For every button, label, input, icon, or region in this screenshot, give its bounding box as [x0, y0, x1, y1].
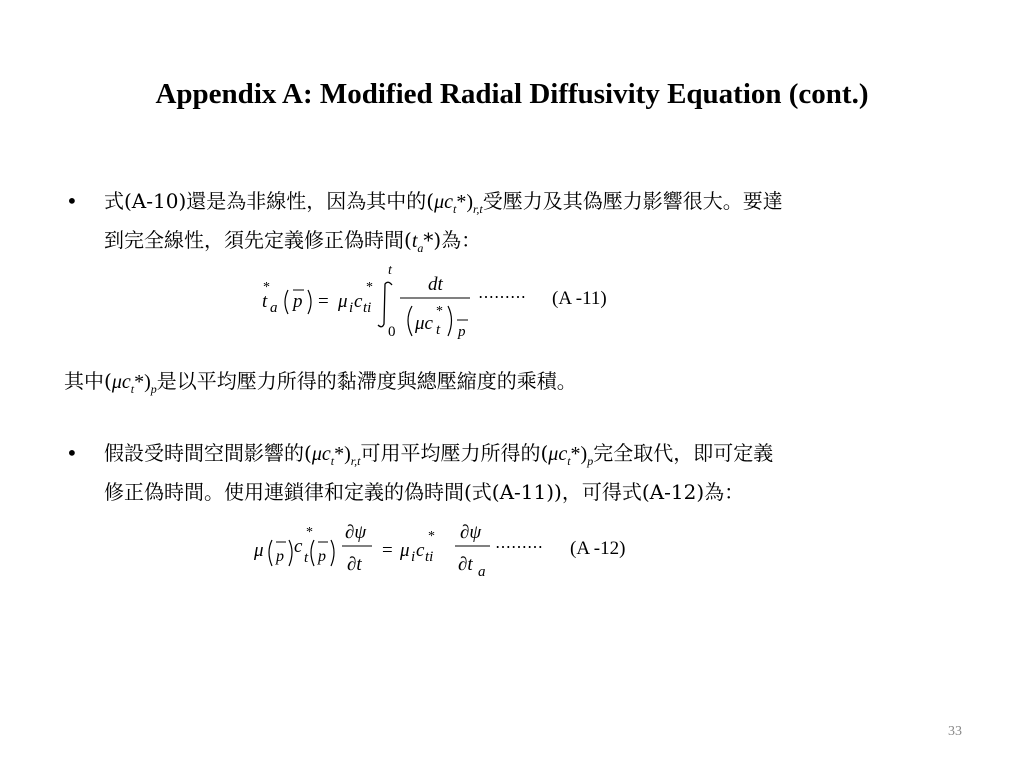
eq11-lhs-t: t — [262, 291, 268, 312]
eq12-paren-1-right — [289, 540, 292, 566]
bullet-2-line-2: 修正偽時間。使用連鎖律和定義的偽時間(式(A-11))，可得式(A-12)為： — [104, 480, 745, 504]
eq12-c: c — [294, 536, 303, 557]
bullet-1-text-b: 受壓力及其偽壓力影響很大。要達 — [482, 189, 783, 213]
explanation-paragraph — [64, 366, 577, 405]
eq12-paren-1-left — [269, 540, 272, 566]
c-symbol: c — [321, 443, 331, 465]
eq11-c-star: * — [366, 280, 373, 295]
eq12-paren-2-right — [331, 540, 334, 566]
para-text-b: 是以平均壓力所得的黏滯度與總壓縮度的乘積。 — [156, 369, 577, 393]
c-symbol: c — [444, 191, 453, 213]
star-symbol: *) — [334, 443, 351, 465]
para-text-a: 其中( — [64, 369, 112, 393]
bullet-item-1 — [66, 186, 974, 264]
mu-symbol: μ — [311, 443, 322, 465]
para-mu-symbol: μ — [111, 371, 122, 393]
c-symbol-2: c — [558, 443, 568, 465]
rt-subscript: r,t — [350, 454, 361, 468]
eq12-mu-r: μ — [400, 540, 410, 561]
equation-a-11 — [250, 258, 650, 348]
page-number: 33 — [948, 724, 962, 739]
eq11-lhs-star: * — [263, 280, 270, 295]
bullet-2-line-1 — [104, 438, 974, 477]
eq11-c: c — [354, 291, 363, 312]
bullet-1-line-1 — [104, 186, 974, 225]
eq11-den-muc: μc — [415, 313, 433, 334]
a-subscript: a — [417, 241, 424, 255]
eq12-dots: ⋯⋯⋯ — [495, 539, 543, 556]
para-star-symbol: *) — [134, 371, 151, 393]
eq11-den-paren-right — [448, 306, 452, 336]
eq11-c-sub: ti — [363, 300, 372, 316]
bullet-dot-icon: • — [66, 189, 78, 213]
para-t-subscript: t — [130, 382, 135, 396]
eq11-mu-sub: i — [349, 300, 354, 316]
eq12-label: (A -12) — [570, 538, 626, 559]
eq11-mu: μ — [338, 291, 348, 312]
eq11-paren-left — [285, 290, 288, 314]
para-c-symbol: c — [121, 371, 131, 393]
eq12-paren-2-left — [311, 540, 314, 566]
t-subscript: t — [330, 454, 335, 468]
eq12-c-star: * — [306, 525, 313, 540]
slide-title: Appendix A: Modified Radial Diffusivity Equation (cont.) — [155, 78, 869, 110]
mu-symbol-2: μ — [548, 443, 559, 465]
ta-symbol: t — [411, 230, 418, 252]
bullet-dot-icon: • — [66, 441, 78, 465]
eq12-equals: = — [382, 540, 393, 561]
bullet-1-text-a: 式(A-10)還是為非線性，因為其中的( — [104, 189, 435, 213]
bullet-item-2 — [66, 438, 974, 508]
eq11-den-sub: t — [436, 322, 441, 338]
bullet-2-text-b: 完全取代，即可定義 — [593, 441, 774, 465]
eq12-den-1: ∂t — [347, 554, 362, 575]
star-symbol: *) — [456, 191, 474, 213]
p-subscript: p — [587, 454, 594, 468]
equation-a-12 — [250, 512, 670, 592]
eq11-den-p: p — [458, 324, 466, 340]
eq12-c-r-sub: ti — [425, 549, 434, 565]
bullet-2-text-mid: 可用平均壓力所得的( — [360, 441, 549, 465]
eq11-numerator: dt — [428, 274, 443, 295]
bullet-2-text-a: 假設受時間空間影響的( — [104, 441, 312, 465]
bullet-1-text-d: *)為： — [423, 228, 482, 252]
eq12-c-r-star: * — [428, 529, 435, 544]
para-p-subscript: p — [150, 382, 157, 396]
eq11-lhs-sub: a — [270, 300, 278, 316]
eq12-den-2: ∂t — [458, 554, 473, 575]
eq12-den-2-sub: a — [478, 564, 486, 580]
eq12-mu: μ — [254, 540, 264, 561]
eq11-equals: = — [318, 291, 329, 312]
eq11-den-paren-left — [408, 306, 412, 336]
eq12-c-sub: t — [304, 550, 309, 566]
eq12-p2: p — [318, 548, 326, 565]
t-subscript-2: t — [567, 454, 571, 468]
t-subscript: t — [453, 202, 457, 216]
eq11-den-star: * — [436, 304, 443, 319]
mu-symbol: μ — [434, 191, 445, 213]
rt-subscript: r,t — [473, 202, 483, 216]
eq12-num-2: ∂ψ — [460, 522, 482, 543]
eq12-num-1: ∂ψ — [345, 522, 367, 543]
eq11-label: (A -11) — [552, 288, 607, 309]
eq12-p1: p — [276, 548, 284, 565]
bullet-1-text-c: 到完全線性，須先定義修正偽時間( — [104, 228, 412, 252]
eq11-int-upper: t — [388, 263, 392, 278]
integral-sign-icon — [378, 282, 392, 327]
eq11-p: p — [293, 291, 303, 312]
eq11-paren-right — [308, 290, 311, 314]
eq11-int-lower: 0 — [388, 324, 396, 340]
eq12-c-r: c — [416, 540, 425, 561]
eq12-mu-r-sub: i — [411, 549, 416, 565]
star-symbol-2: *) — [570, 443, 588, 465]
eq11-dots: ⋯⋯⋯ — [478, 289, 526, 306]
